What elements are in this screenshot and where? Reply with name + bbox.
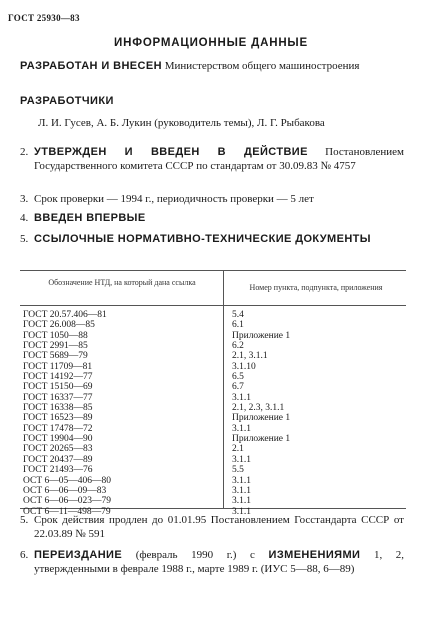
review-number: 3. xyxy=(20,193,29,205)
table-cell-clause: Приложение 1 xyxy=(232,434,291,445)
section-validity xyxy=(20,514,404,541)
table-cell-clause: 6.1 xyxy=(232,320,244,331)
table-row xyxy=(20,372,406,382)
table-cell-doc: ОСТ 6—06—09—83 xyxy=(23,485,107,496)
table-cell-clause: 3.1.1 xyxy=(232,454,251,465)
introduced-number: 4. xyxy=(20,212,29,224)
table-row xyxy=(20,465,406,475)
table-cell-doc: ГОСТ 19904—90 xyxy=(23,434,93,445)
table-row xyxy=(20,476,406,486)
table-cell-doc: ГОСТ 14192—77 xyxy=(23,372,93,383)
section-developed xyxy=(20,60,404,74)
page-title: ИНФОРМАЦИОННЫЕ ДАННЫЕ xyxy=(114,37,308,49)
table-cell-clause: 3.1.1 xyxy=(232,496,251,507)
section-review xyxy=(20,193,404,207)
table-cell-doc: ОСТ 6—06—023—79 xyxy=(23,496,111,507)
table-cell-clause: 5.4 xyxy=(232,310,244,320)
reissue-changes-label: ИЗМЕНЕНИЯМИ xyxy=(268,549,361,561)
table-row xyxy=(20,320,406,330)
table-row xyxy=(20,310,406,320)
table-cell-doc: ГОСТ 16523—89 xyxy=(23,413,93,424)
table-row xyxy=(20,413,406,423)
table-body xyxy=(20,310,406,517)
table-cell-doc: ГОСТ 21493—76 xyxy=(23,465,93,476)
table-header-col1: Обозначение НТД, на который дана ссылка xyxy=(48,278,196,287)
approved-label: УТВЕРЖДЕН И ВВЕДЕН В ДЕЙСТВИЕ xyxy=(34,146,308,158)
reissue-number: 6. xyxy=(20,549,29,561)
table-cell-doc: ОСТ 6—05—406—80 xyxy=(23,475,111,486)
table-cell-clause: 5.5 xyxy=(232,465,244,476)
table-cell-clause: 3.1.1 xyxy=(232,475,251,486)
section-approved xyxy=(20,146,404,173)
table-row xyxy=(20,393,406,403)
validity-number: 5. xyxy=(20,514,29,526)
developers-text: Л. И. Гусев, А. Б. Лукин (руководитель темы), Л. Г. Рыбакова xyxy=(38,117,325,129)
section-references xyxy=(20,233,404,247)
table-cell-clause: 6.7 xyxy=(232,382,244,393)
table-cell-doc: ГОСТ 20437—89 xyxy=(23,454,93,465)
table-cell-clause: 6.2 xyxy=(232,341,244,352)
table-row xyxy=(20,496,406,506)
table-header xyxy=(20,271,406,306)
table-row xyxy=(20,434,406,444)
table-cell-doc: ГОСТ 16337—77 xyxy=(23,392,93,403)
approved-number: 2. xyxy=(20,146,29,158)
table-cell-clause: 3.1.1 xyxy=(232,485,251,496)
table-cell-doc: ГОСТ 11709—81 xyxy=(23,361,93,372)
table-cell-doc: ГОСТ 15150—69 xyxy=(23,382,93,393)
reissue-text-a: (февраль 1990 г.) с xyxy=(135,549,255,561)
table-cell-clause: 2.1 xyxy=(232,444,244,455)
table-cell-doc: ГОСТ 26.008—85 xyxy=(23,320,95,331)
table-row xyxy=(20,403,406,413)
table-cell-doc: ГОСТ 1050—88 xyxy=(23,330,88,341)
table-cell-doc: ГОСТ 16338—85 xyxy=(23,403,93,414)
table-cell-doc: ГОСТ 5689—79 xyxy=(23,351,88,362)
table-row xyxy=(20,444,406,454)
developed-text: Министерством общего машиностроения xyxy=(164,60,360,72)
document-code: ГОСТ 25930—83 xyxy=(8,13,80,23)
review-text: Срок проверки — 1994 г., периодичность проверки — 5 лет xyxy=(34,193,314,205)
table-cell-clause: 6.5 xyxy=(232,372,244,383)
table-cell-clause: 3.1.1 xyxy=(232,506,251,517)
table-cell-doc: ГОСТ 20265—83 xyxy=(23,444,93,455)
table-cell-clause: 3.1.1 xyxy=(232,392,251,403)
introduced-label: ВВЕДЕН ВПЕРВЫЕ xyxy=(34,212,146,224)
reissue-text-b: 1, 2, утвержденными в феврале 1988 г., марте 1989 г. (ИУС 5—88, 6—89) xyxy=(34,549,405,575)
developers-names xyxy=(38,117,404,131)
table-cell-clause: 3.1.1 xyxy=(232,423,251,434)
table-cell-doc: ГОСТ 20.57.406—81 xyxy=(23,310,107,320)
table-row xyxy=(20,455,406,465)
table-cell-clause: 2.1, 2.3, 3.1.1 xyxy=(232,403,285,414)
references-label: ССЫЛОЧНЫЕ НОРМАТИВНО-ТЕХНИЧЕСКИЕ ДОКУМЕНТЫ xyxy=(34,233,371,245)
table-row xyxy=(20,331,406,341)
references-number: 5. xyxy=(20,233,29,245)
developers-label: РАЗРАБОТЧИКИ xyxy=(20,95,114,107)
table-row xyxy=(20,341,406,351)
table-header-col2: Номер пункта, подпункта, приложения xyxy=(249,283,383,292)
table-cell-doc: ОСТ 6—11—498—79 xyxy=(23,506,111,517)
table-row xyxy=(20,351,406,361)
approved-text: Постановлением Государственного комитета СССР по стандартам от 30.09.83 № 4757 xyxy=(34,146,404,172)
references-table xyxy=(20,270,406,517)
validity-text: Срок действия продлен до 01.01.95 Постановлением Госстандарта СССР от 22.03.89 № 591 xyxy=(34,514,404,540)
section-developers xyxy=(20,95,404,109)
table-row xyxy=(20,362,406,372)
table-cell-clause: 2.1, 3.1.1 xyxy=(232,351,268,362)
section-reissue xyxy=(20,549,404,576)
reissue-label: ПЕРЕИЗДАНИЕ xyxy=(34,549,123,561)
section-introduced xyxy=(20,212,404,226)
table-cell-doc: ГОСТ 17478—72 xyxy=(23,423,93,434)
table-row xyxy=(20,382,406,392)
table-row xyxy=(20,424,406,434)
table-row xyxy=(20,486,406,496)
table-cell-clause: Приложение 1 xyxy=(232,330,291,341)
table-cell-clause: Приложение 1 xyxy=(232,413,291,424)
developed-label: РАЗРАБОТАН И ВНЕСЕН xyxy=(20,60,162,72)
table-cell-doc: ГОСТ 2991—85 xyxy=(23,341,88,352)
table-cell-clause: 3.1.10 xyxy=(232,361,256,372)
